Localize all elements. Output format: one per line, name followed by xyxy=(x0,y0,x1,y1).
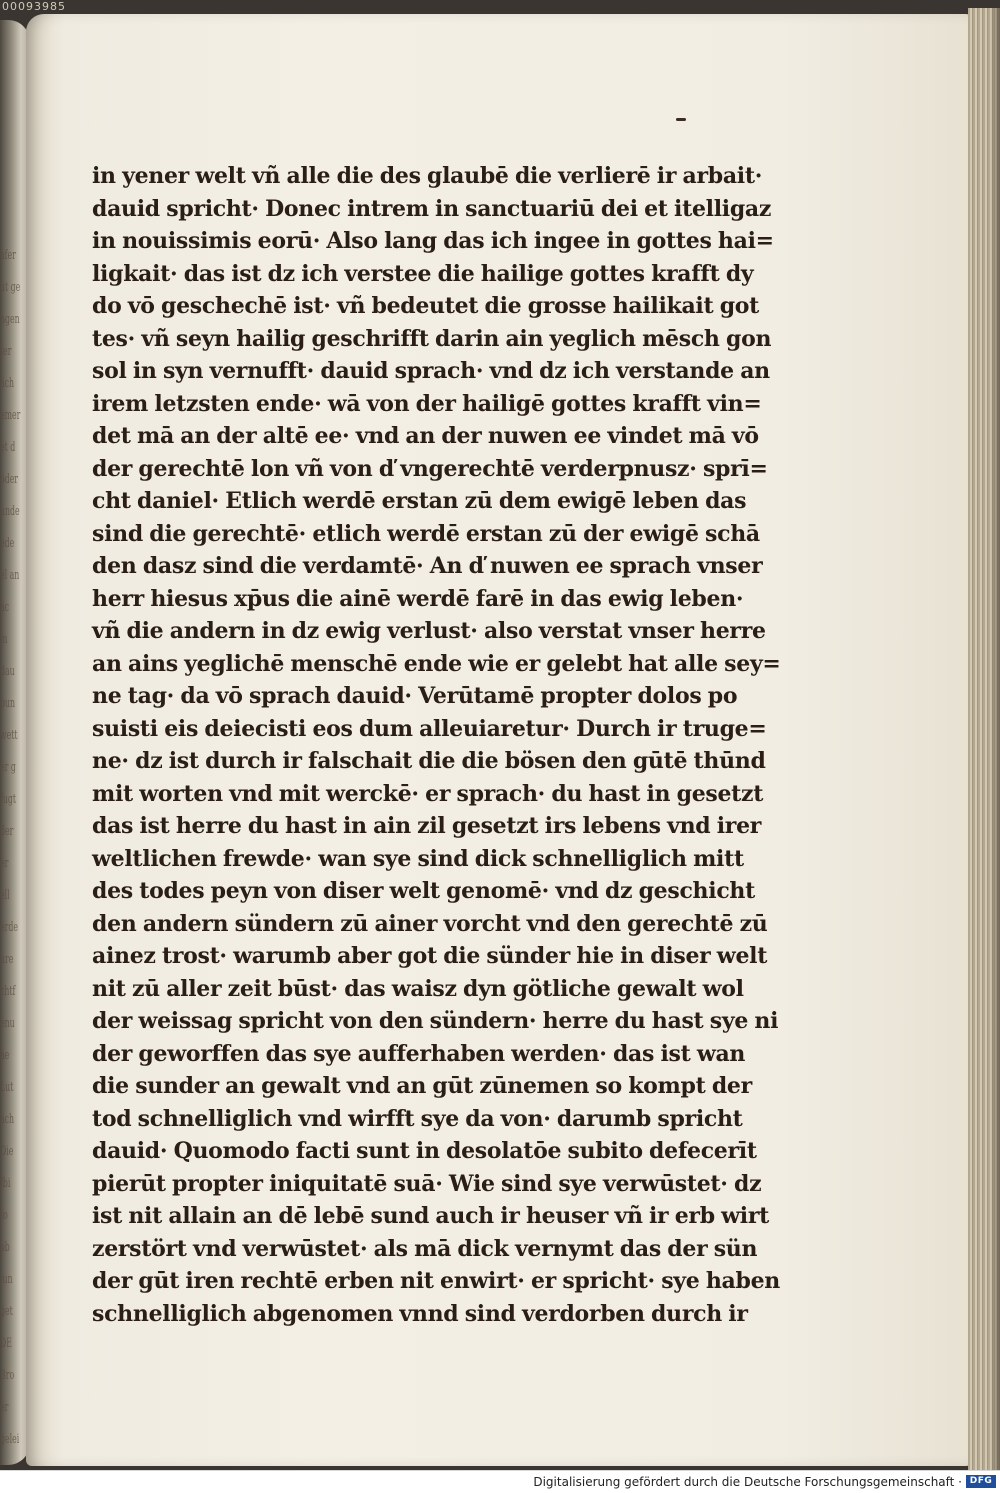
previous-page-fragment: er g xyxy=(0,760,16,775)
previous-page-fragment: get xyxy=(0,1304,13,1319)
previous-page-fragment: ob xyxy=(0,1240,10,1255)
previous-page-fragment: ter xyxy=(0,344,12,359)
previous-page-fragment: enu xyxy=(0,1016,15,1031)
previous-page-fragment: lun xyxy=(0,1272,13,1287)
previous-page-fragment: fbi xyxy=(0,1176,11,1191)
text-line: tes· vñ seyn hailig geschrifft darin ain yeglich mēsch gon xyxy=(92,325,772,352)
scan-id-label: 00093985 xyxy=(2,0,66,13)
previous-page-fragment: dau xyxy=(0,664,15,679)
previous-page-fragment: Lut xyxy=(0,1080,14,1095)
text-line: die sunder an gewalt vnd an gūt zūnemen so kompt der xyxy=(92,1073,752,1099)
previous-page-fragment: Die xyxy=(0,1144,14,1159)
text-line: ist nit allain an dē lebē sund auch ir heuser vñ ir erb wirt xyxy=(92,1203,769,1229)
previous-page-fragment: ede xyxy=(0,536,15,551)
previous-page-fragment: der xyxy=(0,824,14,839)
previous-page-fragment: to xyxy=(0,1208,8,1223)
text-line: ainez trost· warumb aber got die sünder hie in diser welt xyxy=(92,943,768,969)
funding-credit: Digitalisierung gefördert durch die Deutsche Forschungsgemeinschaft · xyxy=(533,1475,962,1489)
page-stack-shadow xyxy=(990,8,1000,1470)
text-line: tod schnelliglich vnd wirfft sye da von· darumb spricht xyxy=(92,1105,743,1132)
text-line: sol in syn vernufft· dauid sprach· vnd dz ich verstande an xyxy=(92,358,770,384)
text-line: schnelliglich abgenomen vnnd sind verdorben durch ir xyxy=(92,1300,748,1327)
text-line: nit zū aller zeit būst· das waisz dyn götliche gewalt wol xyxy=(92,975,744,1002)
previous-page-fragment: wett xyxy=(0,728,18,743)
previous-page-fragment: et d xyxy=(0,440,16,455)
text-line: dauid spricht· Donec intrem in sanctuariū dei et itelligaz xyxy=(92,195,772,222)
text-line: irem letzsten ende· wā von der hailigē gottes krafft vin= xyxy=(92,390,762,417)
previous-page-fragment: DE xyxy=(0,1336,12,1351)
previous-page-fragment: el an xyxy=(0,568,20,583)
text-line: den dasz sind die verdamtē· An ď nuwen ee sprach vnser xyxy=(92,553,763,579)
dfg-logo-icon: DFG xyxy=(966,1475,996,1488)
previous-page-fragment: ut ge xyxy=(0,280,21,295)
previous-page-fragment: er xyxy=(0,856,9,871)
previous-page-fragment: oder xyxy=(0,472,19,487)
text-line: vñ die andern in dz ewig verlust· also verstat vnser herre xyxy=(92,618,766,644)
text-line: herr hiesus xp̄us die ainē werdē farē in das ewig leben· xyxy=(92,585,744,612)
text-line: weltlichen frewde· wan sye sind dick schnelliglich mitt xyxy=(92,845,744,872)
page-mark xyxy=(676,118,686,121)
text-line: det mā an der altē ee· vnd an der nuwen ee vindet mā vō xyxy=(92,423,759,449)
previous-page-text xyxy=(0,240,21,1447)
text-line: des todes peyn von diser welt genomē· vnd dz geschicht xyxy=(92,878,755,904)
text-line: der geworffen das sye aufferhaben werden· das ist wan xyxy=(92,1040,746,1067)
text-line: an ains yeglichē menschē ende wie er gelebt hat alle sey= xyxy=(92,650,781,677)
previous-page-fragment: afer xyxy=(0,248,16,263)
printed-text-block xyxy=(92,160,781,1330)
text-line: der gūt iren rechtē erben nit enwirt· er spricht· sye haben xyxy=(92,1268,780,1294)
previous-page-fragment: emer xyxy=(0,408,21,423)
previous-page-fragment: m xyxy=(0,632,8,647)
previous-page-fragment: Bro xyxy=(0,1368,15,1383)
previous-page-fragment: bun xyxy=(0,696,16,711)
previous-page-fragment: ac xyxy=(0,600,10,615)
text-line: zerstört vnd verwūstet· als mā dick vernymt das der sün xyxy=(92,1235,758,1262)
previous-page-fragment: ach xyxy=(0,1112,15,1127)
text-line: in yener welt vñ alle die des glaubē die verlierē ir arbait· xyxy=(92,163,763,189)
previous-page-fragment: er xyxy=(0,1400,9,1415)
text-line: cht daniel· Etlich werdē erstan zū dem ewigē leben das xyxy=(92,488,747,514)
text-line: mit worten vnd mit werckē· er sprach· du hast in gesetzt xyxy=(92,780,764,807)
previous-page-fragment: chtf xyxy=(0,984,16,999)
text-line: das ist herre du hast in ain zil gesetzt irs lebens vnd irer xyxy=(92,813,762,839)
text-line: den andern sündern zū ainer vorcht vnd den gerechtē zū xyxy=(92,910,768,937)
text-line: suisti eis deiecisti eos dum alleuiaretur· Durch ir truge= xyxy=(92,715,767,742)
text-line: ne tag· da vō sprach dauid· Verūtamē propter dolos po xyxy=(92,683,738,709)
text-line: sind die gerechtē· etlich werdē erstan zū der ewigē schā xyxy=(92,520,760,547)
text-line: der gerechtē lon vñ von ď vngerechtē verderpnusz· sprī= xyxy=(92,455,768,482)
text-line: der weissag spricht von den sündern· herre du hast sye ni xyxy=(92,1008,779,1034)
previous-page-fragment: ngen xyxy=(0,312,20,327)
text-line: dauid· Quomodo facti sunt in desolatōe subito defecerīt xyxy=(92,1138,757,1164)
previous-page-fragment: fugt xyxy=(0,792,17,807)
text-line: ne· dz ist durch ir falschait die die bösen den gūtē thūnd xyxy=(92,748,766,774)
text-line: ligkait· das ist dz ich verstee die hailige gottes krafft dy xyxy=(92,260,754,287)
previous-page-fragment: ure xyxy=(0,952,14,967)
footer-bar xyxy=(0,1470,1000,1493)
previous-page-fragment: unde xyxy=(0,504,20,519)
text-line: pierūt propter iniquitatē suā· Wie sind sye verwūstet· dz xyxy=(92,1170,762,1197)
previous-page-fragment: ae xyxy=(0,1048,10,1063)
previous-page-fragment: ach xyxy=(0,376,15,391)
previous-page-fragment: ell xyxy=(0,888,10,903)
text-line: do vō geschechē ist· vñ bedeutet die grosse hailikait got xyxy=(92,293,760,319)
previous-page-fragment: gelei xyxy=(0,1432,20,1447)
text-line: in nouissimis eorū· Also lang das ich ingee in gottes hai= xyxy=(92,228,774,254)
previous-page-fragment: erde xyxy=(0,920,18,935)
